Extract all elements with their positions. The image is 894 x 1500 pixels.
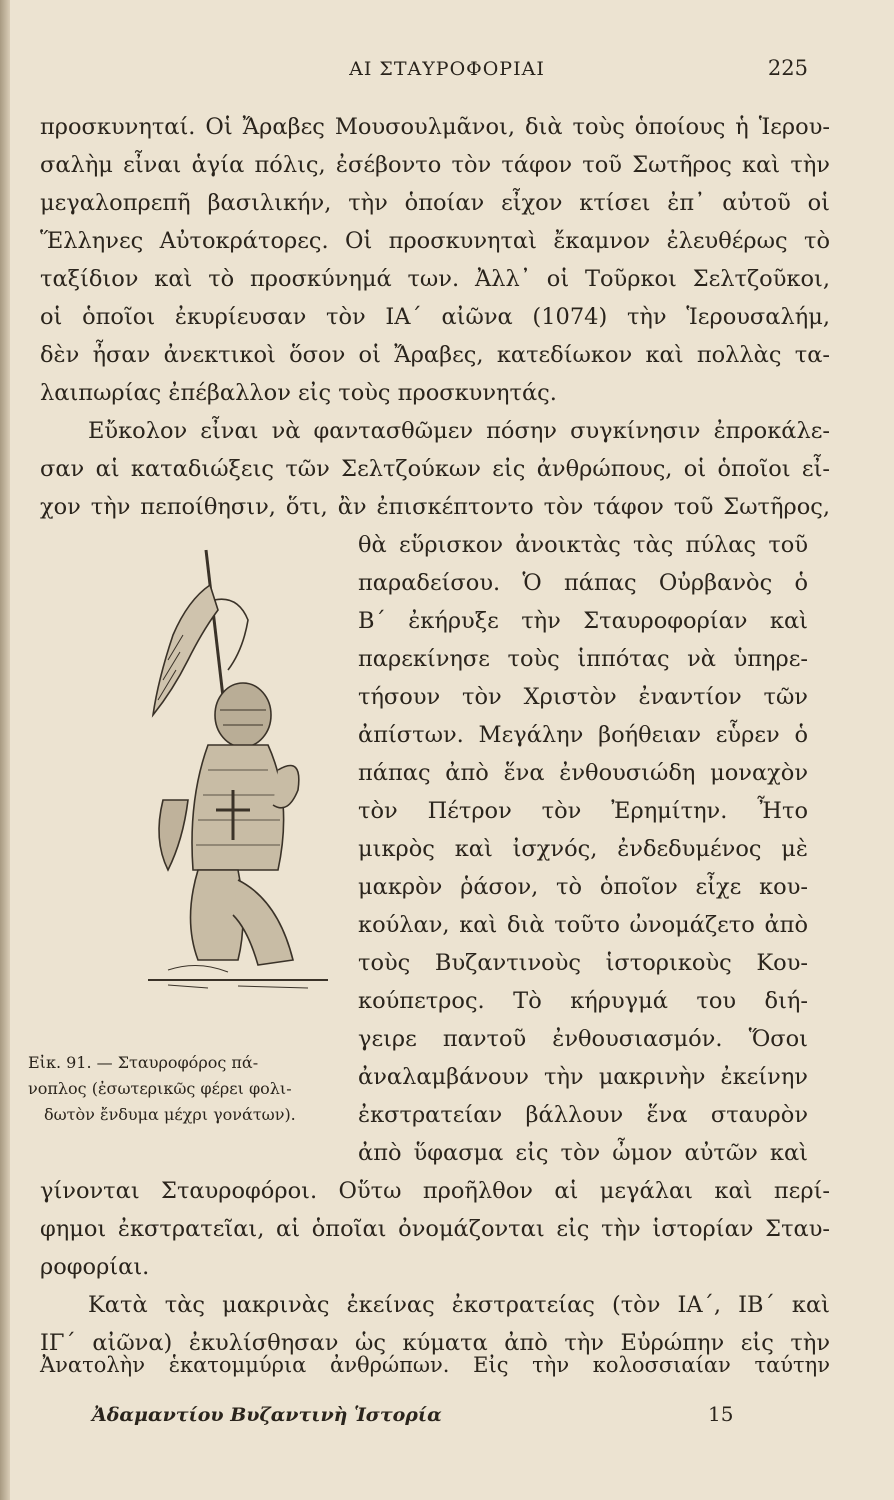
figure-caption-line: Εἰκ. 91. — Σταυροφόρος πά- [28, 1053, 259, 1072]
page-number: 225 [767, 56, 808, 80]
text-line: Β´ ἐκήρυξε τὴν Σταυροφορίαν καὶ [358, 608, 808, 634]
signature-mark: 15 [708, 1402, 734, 1426]
text-line: τοὺς Βυζαντινοὺς ἱστορικοὺς Κου- [358, 950, 808, 976]
text-line: οἱ ὁποῖοι ἐκυρίευσαν τὸν ΙΑ´ αἰῶνα (1074) τὴν Ἱερουσαλήμ, [40, 304, 830, 330]
text-line: ἀναλαμβάνουν τὴν μακρινὴν ἐκείνην [358, 1064, 808, 1090]
text-line: πάπας ἀπὸ ἕνα ἐνθουσιώδη μοναχὸν [358, 760, 808, 786]
text-line: Εὔκολον εἶναι νὰ φαντασθῶμεν πόσην συγκίνησιν ἐπροκάλε- [88, 418, 830, 444]
text-line: δὲν ἦσαν ἀνεκτικοὶ ὅσον οἱ Ἄραβες, κατεδίωκον καὶ πολλὰς τα- [40, 342, 830, 368]
text-line: παραδείσου. Ὁ πάπας Οὐρβανὸς ὁ [358, 570, 808, 596]
text-line: μεγαλοπρεπῆ βασιλικήν, τὴν ὁποίαν εἶχον κτίσει ἐπ᾽ αὐτοῦ οἱ [40, 190, 830, 216]
text-line: ταξίδιον καὶ τὸ προσκύνημά των. Ἀλλ᾽ οἱ Τοῦρκοι Σελτζοῦκοι, [40, 266, 830, 292]
running-header: ΑΙ ΣΤΑΥΡΟΦΟΡΙΑΙ [349, 58, 545, 80]
text-line: ΙΓ´ αἰῶνα) ἐκυλίσθησαν ὡς κύματα ἀπὸ τὴν Εὐρώπην εἰς τὴν [40, 1330, 830, 1356]
text-line: Κατὰ τὰς μακρινὰς ἐκείνας ἐκστρατείας (τὸν ΙΑ´, ΙΒ´ καὶ [88, 1292, 830, 1318]
text-line: χον τὴν πεποίθησιν, ὅτι, ἂν ἐπισκέπτοντο τὸν τάφον τοῦ Σωτῆρος, [40, 494, 830, 520]
text-line: Ἀνατολὴν ἑκατομμύρια ἀνθρώπων. Εἰς τὴν κολοσσιαίαν ταύτην [40, 1353, 830, 1377]
text-line: ἀπίστων. Μεγάλην βοήθειαν εὗρεν ὁ [358, 722, 808, 748]
text-line: λαιπωρίας ἐπέβαλλον εἰς τοὺς προσκυνητάς. [40, 380, 557, 406]
text-line: τήσουν τὸν Χριστὸν ἐναντίον τῶν [358, 684, 808, 710]
crusader-illustration [128, 540, 343, 1030]
text-line: Ἕλληνες Αὐτοκράτορες. Οἱ προσκυνηταὶ ἔκαμνον ἐλευθέρως τὸ [40, 228, 830, 254]
text-line: σαν αἱ καταδιώξεις τῶν Σελτζούκων εἰς ἀνθρώπους, οἱ ὁποῖοι εἶ- [40, 456, 830, 482]
text-line: τὸν Πέτρον τὸν Ἐρημίτην. Ἦτο [358, 798, 808, 824]
text-line: θὰ εὕρισκον ἀνοικτὰς τὰς πύλας τοῦ [358, 532, 808, 558]
text-line: γειρε παντοῦ ἐνθουσιασμόν. Ὅσοι [358, 1026, 808, 1052]
text-line: ροφορίαι. [40, 1254, 150, 1280]
text-line: κούπετρος. Τὸ κήρυγμά του διή- [358, 988, 808, 1014]
text-line: κούλαν, καὶ διὰ τοῦτο ὠνομάζετο ἀπὸ [358, 912, 808, 938]
text-line: φημοι ἐκστρατεῖαι, αἱ ὁποῖαι ὀνομάζονται εἰς τὴν ἱστορίαν Σταυ- [40, 1216, 830, 1242]
text-line: μικρὸς καὶ ἰσχνός, ἐνδεδυμένος μὲ [358, 836, 808, 862]
text-line: προσκυνηταί. Οἱ Ἄραβες Μουσουλμᾶνοι, διὰ τοὺς ὁποίους ἡ Ἱερου- [40, 114, 830, 140]
figure-caption-line: δωτὸν ἔνδυμα μέχρι γονάτων). [44, 1105, 296, 1124]
text-line: γίνονται Σταυροφόροι. Οὕτω προῆλθον αἱ μεγάλαι καὶ περί- [40, 1178, 830, 1204]
text-line: ἐκστρατείαν βάλλουν ἕνα σταυρὸν [358, 1102, 808, 1128]
text-line: παρεκίνησε τοὺς ἱππότας νὰ ὑπηρε- [358, 646, 808, 672]
footer-book-title: Ἀδαμαντίου Βυζαντινὴ Ἱστορία [92, 1404, 442, 1426]
figure-caption-line: νοπλος (ἐσωτερικῶς φέρει φολι- [28, 1079, 292, 1098]
text-line: μακρὸν ῥάσον, τὸ ὁποῖον εἶχε κου- [358, 874, 808, 900]
text-line: σαλὴμ εἶναι ἁγία πόλις, ἐσέβοντο τὸν τάφον τοῦ Σωτῆρος καὶ τὴν [40, 152, 830, 178]
text-line: ἀπὸ ὕφασμα εἰς τὸν ὦμον αὐτῶν καὶ [358, 1140, 808, 1166]
